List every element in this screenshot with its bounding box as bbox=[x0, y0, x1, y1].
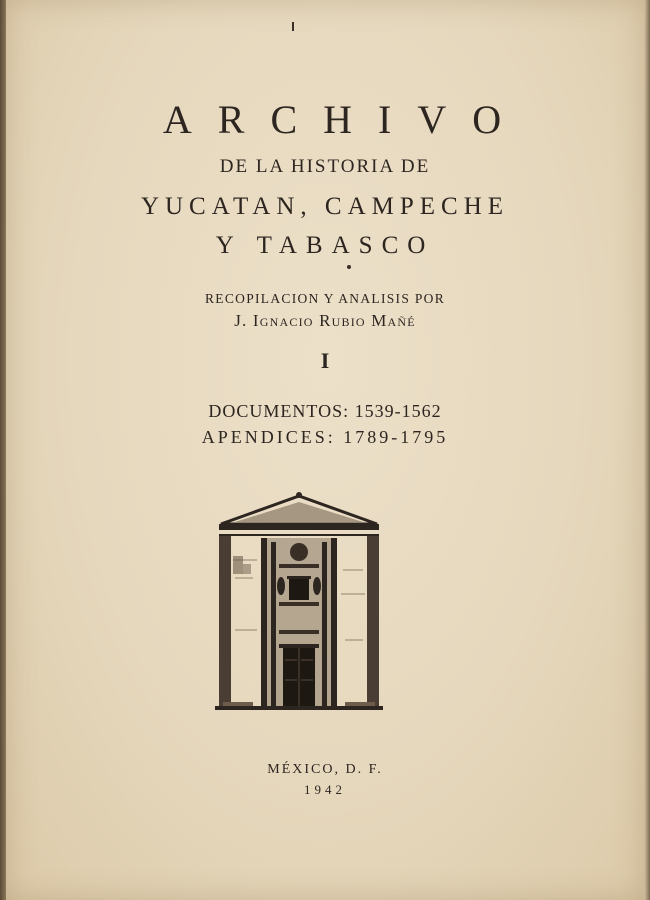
appendices-range: APENDICES: 1789-1795 bbox=[201, 427, 449, 447]
title-page bbox=[6, 0, 644, 900]
subtitle-line-3: Y TABASCO bbox=[215, 232, 435, 259]
printer-mark bbox=[292, 22, 294, 31]
subtitle-line-1: DE LA HISTORIA DE bbox=[219, 156, 431, 177]
documents-range: DOCUMENTOS: 1539-1562 bbox=[208, 401, 442, 421]
subtitle-line-2: YUCATAN, CAMPECHE bbox=[140, 193, 510, 220]
compilation-label: RECOPILACION Y ANALISIS POR bbox=[205, 291, 445, 306]
spine-edge bbox=[0, 0, 6, 900]
page-edge bbox=[644, 0, 650, 900]
ornament-dot bbox=[347, 265, 351, 269]
author-name: J. Ignacio Rubio Mañé bbox=[234, 311, 416, 330]
volume-number: I bbox=[320, 348, 330, 373]
publication-place: MÉXICO, D. F. bbox=[267, 762, 383, 777]
facade-engraving-illustration bbox=[213, 490, 385, 714]
publication-year: 1942 bbox=[304, 782, 346, 797]
book-title: ARCHIVO bbox=[162, 97, 528, 142]
